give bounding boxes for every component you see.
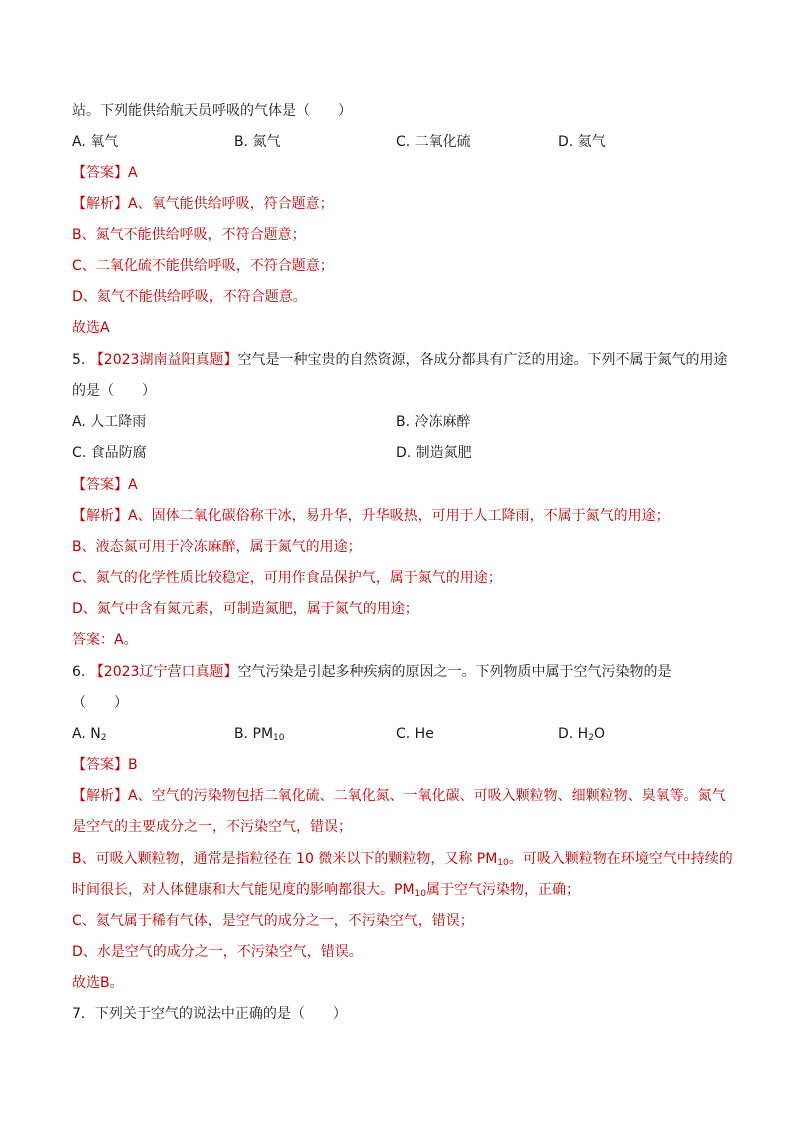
q5-stem-line1 xyxy=(72,350,727,370)
q5-analysis-c: C、氮气的化学性质比较稳定，可用作食品保护气，属于氮气的用途； xyxy=(72,570,502,586)
q5-analysis-b: B、液态氮可用于冷冻麻醉，属于氮气的用途； xyxy=(72,539,362,555)
q6-source: 【2023辽宁营口真题】 xyxy=(89,664,238,680)
analysis-text: A、氧气能供给呼吸，符合题意； xyxy=(128,196,334,212)
q6-option-b: B. $PM_{10}$ xyxy=(234,726,285,743)
q4-conclusion: 故选A xyxy=(72,320,110,336)
answer-value: B xyxy=(128,757,138,773)
q6-stem-text: 空气污染是引起多种疾病的原因之一。下列物质中属于空气污染物的是 xyxy=(237,664,672,680)
q6-answer xyxy=(72,755,138,775)
q5-analysis-d: D、氮气中含有氮元素，可制造氮肥，属于氮气的用途； xyxy=(72,601,419,617)
q4-analysis-c: C、二氧化硫不能供给呼吸，不符合题意； xyxy=(72,258,334,274)
q5-analysis-a xyxy=(72,506,670,526)
q4-option-d: D. 氦气 xyxy=(558,134,606,150)
answer-value: A xyxy=(128,477,138,493)
q6-stem-line2: （ ） xyxy=(72,695,128,711)
q6-analysis-b2: 时间很长，对人体健康和大气能见度的影响都很大。$PM_{10}$属于空气污染物，正确； xyxy=(72,882,580,899)
q5-stem-line2: 的是（ ） xyxy=(72,383,156,399)
analysis-label: 【解析】 xyxy=(72,196,128,212)
q5-stem-text: 空气是一种宝贵的自然资源，各成分都具有广泛的用途。下列不属于氮气的用途 xyxy=(237,352,728,368)
answer-label: 【答案】 xyxy=(72,477,128,493)
q4-stem: 站。下列能供给航天员呼吸的气体是（ ） xyxy=(72,103,352,119)
q4-answer xyxy=(72,163,138,183)
q6-analysis-b1: B、可吸入颗粒物，通常是指粒径在 10 微米以下的颗粒物，又称 $PM_{10}$。可吸入颗粒物在环境空气中持续的 xyxy=(72,851,733,868)
q6-analysis-a2: 是空气的主要成分之一，不污染空气，错误； xyxy=(72,819,352,835)
q6-option-d: D. $H_2O$ xyxy=(558,726,605,743)
q5-number: 5. xyxy=(72,352,86,368)
q6-analysis-d: D、水是空气的成分之一，不污染空气，错误。 xyxy=(72,944,363,960)
q6-analysis-c: C、氦气属于稀有气体，是空气的成分之一，不污染空气，错误； xyxy=(72,913,474,929)
q7-stem: 7．下列关于空气的说法中正确的是（ ） xyxy=(72,1006,347,1022)
q4-analysis-b: B、氮气不能供给呼吸，不符合题意； xyxy=(72,227,306,243)
answer-value: A xyxy=(128,165,138,181)
answer-label: 【答案】 xyxy=(72,757,128,773)
q6-number: 6. xyxy=(72,664,86,680)
analysis-label: 【解析】 xyxy=(72,508,128,524)
q4-option-b: B. 氮气 xyxy=(234,134,281,150)
q6-analysis-a1 xyxy=(72,786,726,806)
q6-option-c: C. He xyxy=(396,726,434,742)
analysis-text: A、空气的污染物包括二氧化硫、二氧化氮、一氧化碳、可吸入颗粒物、细颗粒物、臭氧等。氮气 xyxy=(128,788,726,804)
analysis-label: 【解析】 xyxy=(72,788,128,804)
q6-conclusion: 故选B。 xyxy=(72,975,124,991)
q5-conclusion: 答案：A。 xyxy=(72,632,138,648)
q5-option-b: B. 冷冻麻醉 xyxy=(396,414,471,430)
q4-option-c: C. 二氧化硫 xyxy=(396,134,471,150)
q5-option-a: A. 人工降雨 xyxy=(72,414,147,430)
analysis-text: A、固体二氧化碳俗称干冰，易升华，升华吸热，可用于人工降雨，不属于氮气的用途； xyxy=(128,508,670,524)
q4-analysis-d: D、氦气不能供给呼吸，不符合题意。 xyxy=(72,289,307,305)
q5-option-d: D. 制造氮肥 xyxy=(396,445,472,461)
q6-stem-line1 xyxy=(72,662,671,682)
q6-option-a: A. $N_2$ xyxy=(72,726,107,743)
q5-source: 【2023湖南益阳真题】 xyxy=(89,352,238,368)
q5-answer xyxy=(72,475,138,495)
q4-option-a: A. 氧气 xyxy=(72,134,119,150)
q4-analysis-a xyxy=(72,194,334,214)
answer-label: 【答案】 xyxy=(72,165,128,181)
q5-option-c: C. 食品防腐 xyxy=(72,445,147,461)
